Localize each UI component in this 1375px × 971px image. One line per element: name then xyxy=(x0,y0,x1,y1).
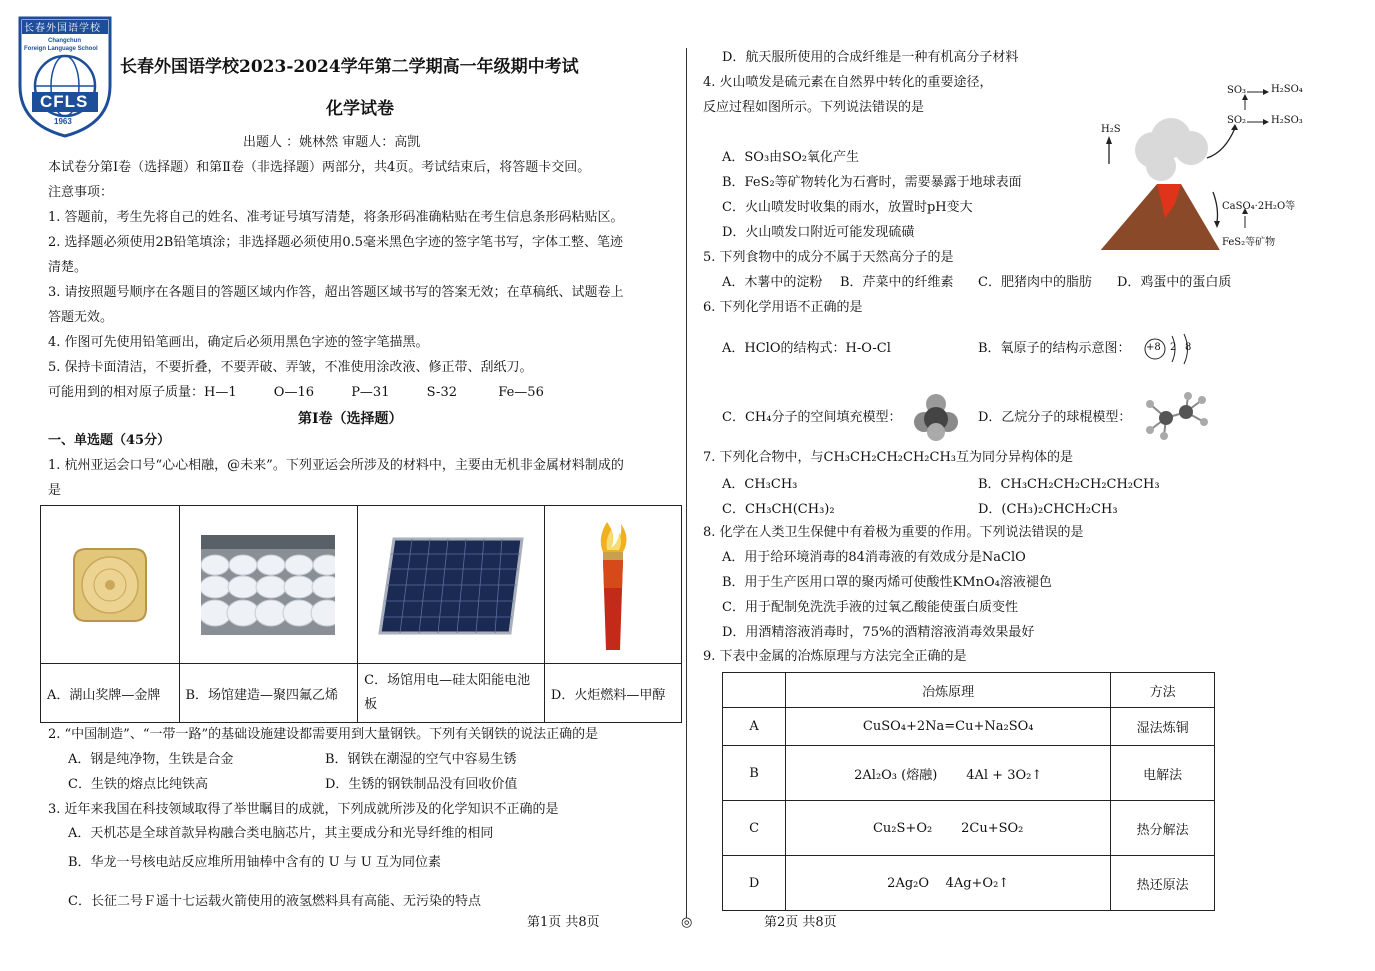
logo-en-line1: Changchun xyxy=(48,38,81,44)
q4-stem-a: 4. 火山喷发是硫元素在自然界中转化的重要途径， xyxy=(703,75,993,90)
oxygen-shell1: 2 xyxy=(1170,342,1177,353)
q8-option-b: B．用于生产医用口罩的聚丙烯可使酸性KMnO₄溶液褪色 xyxy=(722,575,1052,590)
exam-authors: 出题人 ：姚林然 审题人：高凯 xyxy=(243,135,421,150)
q9-header-method: 方法 xyxy=(1111,673,1215,708)
q9-row-b-principle: 2Al₂O₃ (熔融) 4Al + 3O₂↑ xyxy=(786,746,1111,801)
exam-title: 长春外国语学校2023-2024学年第二学期高一年级期中考试 xyxy=(120,57,579,77)
q7-option-a: A．CH₃CH₃ xyxy=(722,477,798,492)
part1-title: 第Ⅰ卷（选择题） xyxy=(298,411,403,427)
footer-mark: ◎ xyxy=(681,915,693,930)
intro-n2a: 2. 选择题必须使用2B铅笔填涂；非选择题必须使用0.5毫米黑色字迹的签字笔书写，字体工整、笔迹 xyxy=(48,235,624,250)
q3-option-b: B．华龙一号核电站反应堆所用铀棒中含有的 U 与 U 互为同位素 xyxy=(68,855,441,870)
logo-top-text: 长春外国语学校 xyxy=(24,23,101,34)
footer-page-right: 第2页 共8页 xyxy=(764,915,837,930)
ch4-space-filling-model xyxy=(911,392,961,442)
q3-option-d: D．航天服所使用的合成纤维是一种有机高分子材料 xyxy=(722,50,1019,65)
q8-option-a: A．用于给环境消毒的84消毒液的有效成分是NaClO xyxy=(722,550,1026,565)
fig-so3: SO₃ xyxy=(1227,85,1247,96)
q9-row-d-principle: 2Ag₂O 4Ag+O₂↑ xyxy=(786,856,1111,911)
q7-stem: 7. 下列化合物中，与CH₃CH₂CH₂CH₂CH₃互为同分异构体的是 xyxy=(703,450,1074,465)
fig-fes2: FeS₂等矿物 xyxy=(1222,237,1276,248)
q6-option-d: D．乙烷分子的球棍模型： xyxy=(978,410,1132,425)
q1-img-solar-panel xyxy=(358,506,545,664)
oxygen-atom-diagram xyxy=(1142,332,1198,366)
q7-option-d: D．(CH₃)₂CHCH₂CH₃ xyxy=(978,502,1118,517)
q1-option-d: D．火炬燃料—甲醇 xyxy=(544,664,681,723)
ethane-ball-stick-model xyxy=(1142,390,1212,442)
fig-caso4: CaSO₄·2H₂O等 xyxy=(1222,201,1296,212)
q1-img-medal xyxy=(41,506,180,664)
q1-option-b: B．场馆建造—聚四氟乙烯 xyxy=(179,664,358,723)
q1-stem-b: 是 xyxy=(48,483,62,498)
q9-stem: 9. 下表中金属的冶炼原理与方法完全正确的是 xyxy=(703,649,967,664)
q2-option-c: C．生铁的熔点比纯铁高 xyxy=(68,777,208,792)
q1-option-a: A．湖山奖牌—金牌 xyxy=(41,664,180,723)
volcano-diagram xyxy=(1095,80,1305,250)
q1-options-table xyxy=(40,505,682,723)
q9-row-d-label: D xyxy=(723,856,786,911)
q1-option-c: C．场馆用电—硅太阳能电池板 xyxy=(358,664,545,723)
q2-option-d: D．生锈的钢铁制品没有回收价值 xyxy=(325,777,518,792)
intro-n3a: 3. 请按照题号顺序在各题目的答题区域内作答，超出答题区域书写的答案无效；在草稿纸、试题卷上 xyxy=(48,285,624,300)
q6-option-c: C．CH₄分子的空间填充模型： xyxy=(722,410,902,425)
q6-option-b: B．氧原子的结构示意图： xyxy=(978,341,1131,356)
q9-header-principle: 冶炼原理 xyxy=(786,673,1111,708)
q4-option-b: B．FeS₂等矿物转化为石膏时，需要暴露于地球表面 xyxy=(722,175,1022,190)
q9-row-b-label: B xyxy=(723,746,786,801)
logo-en-line2: Foreign Language School xyxy=(24,46,98,52)
q2-option-a: A．钢是纯净物，生铁是合金 xyxy=(68,752,234,767)
q7-option-b: B．CH₃CH₂CH₂CH₂CH₂CH₃ xyxy=(978,477,1160,492)
intro-n5: 5. 保持卡面清洁，不要折叠，不要弄破、弄皱，不准使用涂改液、修正带、刮纸刀。 xyxy=(48,360,533,375)
q4-stem-b: 反应过程如图所示。下列说法错误的是 xyxy=(703,100,925,115)
q9-row-c-method: 热分解法 xyxy=(1111,801,1215,856)
oxygen-shell2: 8 xyxy=(1185,342,1192,353)
q1-img-stadium xyxy=(179,506,358,664)
q4-option-d: D．火山喷发口附近可能发现硫磺 xyxy=(722,225,915,240)
fig-so2: SO₂ xyxy=(1227,115,1247,126)
q3-option-c: C．长征二号Ｆ遥十七运载火箭使用的液氢燃料具有高能、无污染的特点 xyxy=(68,894,481,909)
intro-n1: 1. 答题前，考生先将自己的姓名、准考证号填写清楚，将条形码准确粘贴在考生信息条形码粘贴区。 xyxy=(48,210,624,225)
fig-h2so3: H₂SO₃ xyxy=(1271,115,1303,126)
q8-stem: 8. 化学在人类卫生保健中有着极为重要的作用。下列说法错误的是 xyxy=(703,525,1084,540)
q1-stem-a: 1. 杭州亚运会口号“心心相融，@未来”。下列亚运会所涉及的材料中，主要由无机非金属材料制成的 xyxy=(48,458,624,473)
intro-notice: 注意事项： xyxy=(48,185,114,200)
q9-row-d-method: 热还原法 xyxy=(1111,856,1215,911)
intro-line1: 本试卷分第Ⅰ卷（选择题）和第Ⅱ卷（非选择题）两部分，共4页。考试结束后，将答题卡交回。 xyxy=(48,160,591,175)
logo-abbr: CFLS xyxy=(40,92,89,111)
q8-option-c: C．用于配制免洗洗手液的过氧乙酸能使蛋白质变性 xyxy=(722,600,1018,615)
intro-n3b: 答题无效。 xyxy=(48,310,114,325)
q9-table xyxy=(722,672,1215,911)
q2-option-b: B．钢铁在潮湿的空气中容易生锈 xyxy=(325,752,517,767)
intro-n2b: 清楚。 xyxy=(48,260,88,275)
footer-page-left: 第1页 共8页 xyxy=(527,915,600,930)
q5-option-c: C．肥猪肉中的脂肪 xyxy=(978,275,1092,290)
q5-option-d: D．鸡蛋中的蛋白质 xyxy=(1117,275,1232,290)
q8-option-d: D．用酒精溶液消毒时，75%的酒精溶液消毒效果最好 xyxy=(722,625,1035,640)
fig-h2so4: H₂SO₄ xyxy=(1271,84,1303,95)
logo-year: 1963 xyxy=(54,117,72,126)
q2-stem: 2. “中国制造”、“一带一路”的基础设施建设都需要用到大量钢铁。下列有关钢铁的说法正确的是 xyxy=(48,727,599,742)
exam-subtitle: 化学试卷 xyxy=(326,99,394,119)
q9-row-a-label: A xyxy=(723,708,786,746)
q3-stem: 3. 近年来我国在科技领域取得了举世瞩目的成就，下列成就所涉及的化学知识不正确的是 xyxy=(48,802,559,817)
q5-option-a: A．木薯中的淀粉 xyxy=(722,275,823,290)
q6-option-a: A．HClO的结构式：H-O-Cl xyxy=(722,341,891,356)
q5-stem: 5. 下列食物中的成分不属于天然高分子的是 xyxy=(703,250,954,265)
q6-stem: 6. 下列化学用语不正确的是 xyxy=(703,300,863,315)
school-logo xyxy=(18,16,112,138)
q9-row-a-method: 湿法炼铜 xyxy=(1111,708,1215,746)
q9-row-c-principle: Cu₂S+O₂ 2Cu+SO₂ xyxy=(786,801,1111,856)
q1-img-torch xyxy=(544,506,681,664)
q4-option-a: A．SO₃由SO₂氧化产生 xyxy=(722,150,859,165)
q5-option-b: B．芹菜中的纤维素 xyxy=(840,275,954,290)
intro-masses: 可能用到的相对原子质量：H—1 O—16 P—31 S-32 Fe—56 xyxy=(48,385,544,400)
q3-option-a: A．天机芯是全球首款异构融合类电脑芯片，其主要成分和光导纤维的相同 xyxy=(68,826,494,841)
section-title: 一、单选题（45分） xyxy=(48,433,171,448)
q4-option-c: C．火山喷发时收集的雨水，放置时pH变大 xyxy=(722,200,973,215)
q9-row-c-label: C xyxy=(723,801,786,856)
q9-row-b-method: 电解法 xyxy=(1111,746,1215,801)
column-divider xyxy=(686,48,687,918)
q9-header-blank xyxy=(723,673,786,708)
intro-n4: 4. 作图可先使用铅笔画出，确定后必须用黑色字迹的签字笔描黑。 xyxy=(48,335,429,350)
oxygen-nucleus: +8 xyxy=(1146,342,1161,353)
q9-row-a-principle: CuSO₄+2Na=Cu+Na₂SO₄ xyxy=(786,708,1111,746)
q7-option-c: C．CH₃CH(CH₃)₂ xyxy=(722,502,835,517)
fig-h2s: H₂S xyxy=(1101,124,1121,135)
